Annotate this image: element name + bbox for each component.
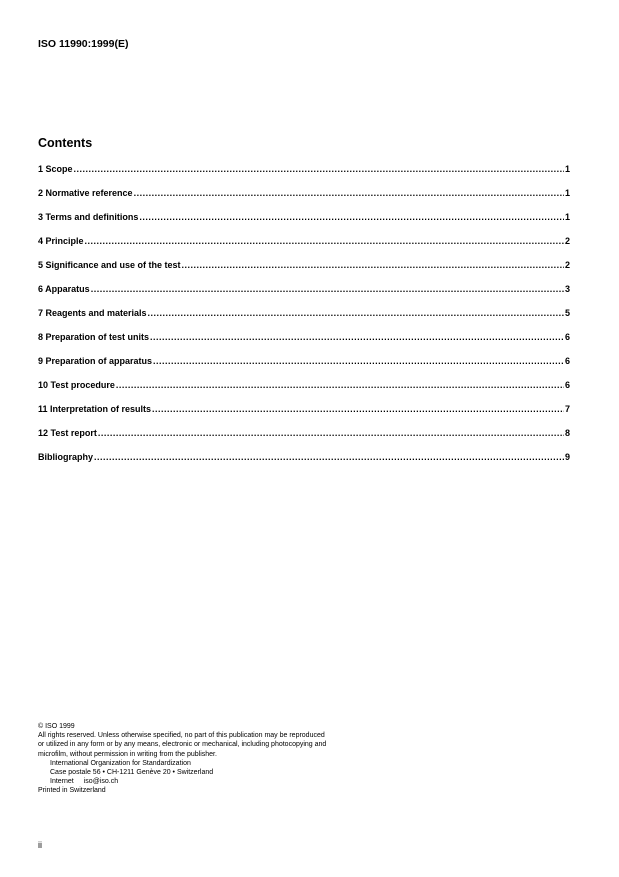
toc-entry-preparation-of-test-units[interactable] bbox=[38, 332, 570, 356]
table-of-contents bbox=[38, 164, 570, 476]
toc-entry-title: 3 Terms and definitions bbox=[38, 212, 139, 222]
toc-entry-page: 7 bbox=[564, 404, 570, 414]
toc-entry-page: 2 bbox=[564, 260, 570, 270]
toc-leader-dots bbox=[150, 332, 564, 342]
toc-entry-title: 8 Preparation of test units bbox=[38, 332, 150, 342]
toc-entry-page: 1 bbox=[564, 212, 570, 222]
rights-statement-line: microfilm, without permission in writing from the publisher. bbox=[38, 750, 217, 758]
toc-entry-preparation-of-apparatus[interactable] bbox=[38, 356, 570, 380]
toc-entry-page: 3 bbox=[564, 284, 570, 294]
toc-entry-page: 2 bbox=[564, 236, 570, 246]
toc-entry-page: 1 bbox=[564, 164, 570, 174]
toc-entry-interpretation-of-results[interactable] bbox=[38, 404, 570, 428]
page-number: ii bbox=[38, 840, 42, 850]
toc-entry-title: 7 Reagents and materials bbox=[38, 308, 147, 318]
toc-entry-title: 10 Test procedure bbox=[38, 380, 115, 390]
toc-entry-page: 6 bbox=[564, 356, 570, 366]
toc-entry-title: 2 Normative reference bbox=[38, 188, 133, 198]
toc-leader-dots bbox=[182, 260, 564, 270]
toc-entry-test-report[interactable] bbox=[38, 428, 570, 452]
toc-entry-test-procedure[interactable] bbox=[38, 380, 570, 404]
toc-entry-title: 12 Test report bbox=[38, 428, 97, 438]
toc-entry-title: 1 Scope bbox=[38, 164, 73, 174]
copyright-block bbox=[38, 722, 398, 796]
toc-entry-normative-reference[interactable] bbox=[38, 188, 570, 212]
toc-entry-apparatus[interactable] bbox=[38, 284, 570, 308]
contents-heading: Contents bbox=[38, 136, 93, 150]
toc-leader-dots bbox=[152, 404, 564, 414]
toc-leader-dots bbox=[148, 308, 564, 318]
toc-entry-page: 6 bbox=[564, 332, 570, 342]
toc-entry-page: 8 bbox=[564, 428, 570, 438]
toc-entry-significance[interactable] bbox=[38, 260, 570, 284]
toc-entry-bibliography[interactable] bbox=[38, 452, 570, 476]
toc-leader-dots bbox=[116, 380, 564, 390]
copyright-notice: © ISO 1999 bbox=[38, 723, 75, 730]
rights-statement-line: or utilized in any form or by any means, electronic or mechanical, including photocopying and bbox=[38, 741, 327, 749]
toc-entry-title: 9 Preparation of apparatus bbox=[38, 356, 153, 366]
toc-entry-page: 1 bbox=[564, 188, 570, 198]
internet-contact bbox=[38, 777, 398, 786]
toc-entry-scope[interactable] bbox=[38, 164, 570, 188]
toc-leader-dots bbox=[91, 284, 564, 294]
organization-address: Case postale 56 • CH-1211 Genève 20 • Switzerland bbox=[50, 769, 214, 777]
internet-label: Internet bbox=[50, 778, 74, 786]
organization-name: International Organization for Standardization bbox=[50, 759, 191, 767]
toc-leader-dots bbox=[94, 452, 564, 462]
toc-leader-dots bbox=[153, 356, 564, 366]
toc-leader-dots bbox=[134, 188, 564, 198]
toc-entry-principle[interactable] bbox=[38, 236, 570, 260]
rights-statement-line: All rights reserved. Unless otherwise specified, no part of this publication may be reproduced bbox=[38, 732, 325, 740]
toc-leader-dots bbox=[85, 236, 564, 246]
toc-entry-title: 11 Interpretation of results bbox=[38, 404, 152, 414]
toc-entry-terms-and-definitions[interactable] bbox=[38, 212, 570, 236]
printed-in: Printed in Switzerland bbox=[38, 787, 106, 795]
toc-entry-title: 4 Principle bbox=[38, 236, 84, 246]
toc-leader-dots bbox=[98, 428, 564, 438]
toc-entry-page: 9 bbox=[564, 452, 570, 462]
toc-entry-title: 5 Significance and use of the test bbox=[38, 260, 181, 270]
toc-entry-page: 6 bbox=[564, 380, 570, 390]
toc-entry-title: Bibliography bbox=[38, 452, 94, 462]
toc-entry-title: 6 Apparatus bbox=[38, 284, 90, 294]
contact-email-link[interactable]: iso@iso.ch bbox=[83, 778, 119, 786]
document-header: ISO 11990:1999(E) bbox=[38, 38, 129, 50]
toc-entry-reagents-and-materials[interactable] bbox=[38, 308, 570, 332]
toc-entry-page: 5 bbox=[564, 308, 570, 318]
toc-leader-dots bbox=[74, 164, 564, 174]
toc-leader-dots bbox=[139, 212, 564, 222]
